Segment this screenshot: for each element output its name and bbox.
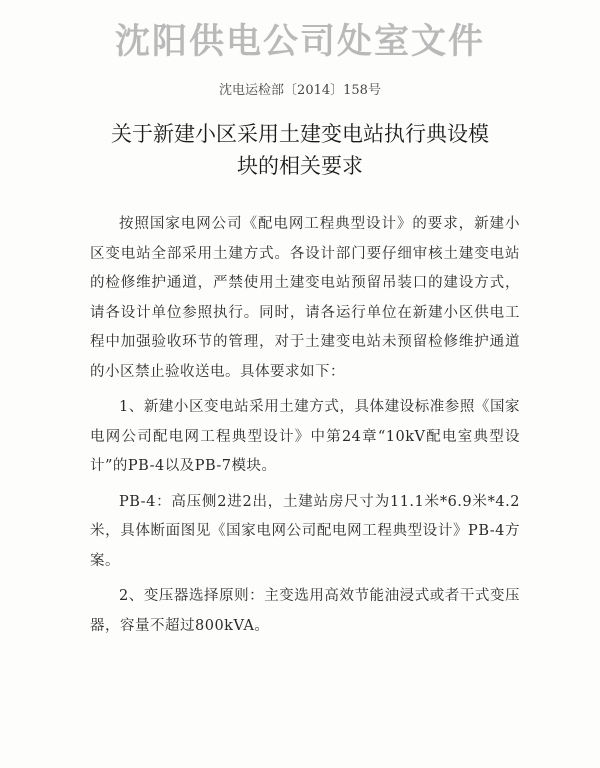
document-body xyxy=(90,210,520,641)
title-line-2: 块的相关要求 xyxy=(237,154,363,178)
document-title xyxy=(50,118,550,182)
body-paragraph-4: 2、变压器选择原则：主变选用高效节能油浸式或者干式变压器，容量不超过800kVA。 xyxy=(90,588,520,634)
document-header: 沈阳供电公司处室文件 xyxy=(114,21,485,62)
body-paragraph-1: 按照国家电网公司《配电网工程典型设计》的要求，新建小区变电站全部采用土建方式。各设计部门要仔细审核土建变电站的检修维护通道，严禁使用土建变电站预留吊装口的建设方式，请各设计单位参照执行。同时，请各运行单位在新建小区供电工程中加强验收环节的管理，对于土建变电站未预留检修维护通道的小区禁止验收送电。具体要求如下： xyxy=(90,216,520,380)
document-number: 沈电运检部〔2014〕158号 xyxy=(219,83,381,98)
title-line-1: 关于新建小区采用土建变电站执行典设模 xyxy=(111,122,489,146)
body-paragraph-2: 1、新建小区变电站采用土建方式，具体建设标准参照《国家电网公司配电网工程典型设计》中第24章“10kV配电室典型设计”的PB-4以及PB-7模块。 xyxy=(90,399,520,474)
body-paragraph-3: PB-4：高压侧2进2出，土建站房尺寸为11.1米*6.9米*4.2米，具体断面图见《国家电网公司配电网工程典型设计》PB-4方案。 xyxy=(90,493,520,569)
